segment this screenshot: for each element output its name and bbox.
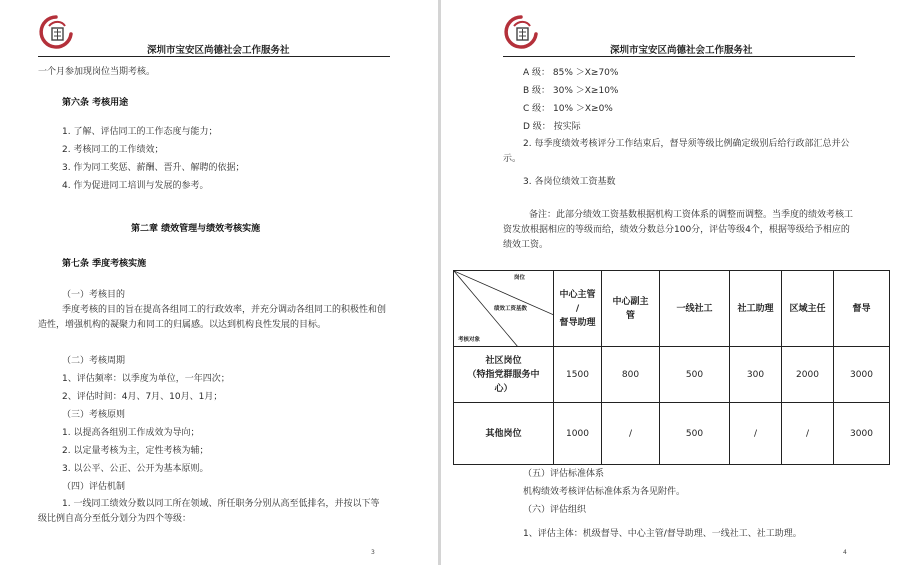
col-header-center-supervisor-line2: /: [575, 303, 580, 314]
period-heading: （二）考核周期: [62, 356, 126, 366]
purpose-text: 季度考核的目的旨在提高各组同工的行政效率，并充分调动各组同工的积极性和创造性，增强机构的凝聚力和同工的归属感。以达到机构良性发展的目标。: [38, 305, 387, 330]
document-page-right: [441, 0, 900, 565]
chapter2-title: 第二章 绩效管理与绩效考核实施: [131, 224, 261, 234]
col-header-deputy-supervisor: [602, 271, 660, 347]
table-cell: 300: [730, 347, 782, 403]
principle-item-3: 3. 以公平、公正、公开为基本原则。: [62, 464, 209, 474]
row-label-line2: （特指党群服务中: [467, 369, 540, 380]
document-page-left: [0, 0, 438, 565]
page-number-right: 4: [843, 549, 847, 556]
header-title: 深圳市宝安区尚德社会工作服务社: [610, 45, 753, 56]
section5-text: 机构绩效考核评估标准体系为各见附件。: [523, 487, 686, 497]
table-cell: 500: [660, 403, 730, 465]
page-number-left: 3: [371, 549, 375, 556]
article6-title: 第六条 考核用途: [62, 98, 129, 108]
header-rule: [503, 56, 855, 57]
grade-b: B 级： 30% ＞X≥10%: [523, 86, 619, 96]
organization-logo: [38, 14, 74, 50]
note-3: 3. 各岗位绩效工资基数: [523, 177, 616, 187]
col-header-deputy-supervisor-line2: 管: [625, 310, 635, 321]
header-title: 深圳市宝安区尚德社会工作服务社: [147, 45, 290, 56]
col-header-deputy-supervisor-line1: 中心副主: [612, 296, 649, 307]
header-rule: [38, 56, 390, 57]
principle-item-2: 2. 以定量考核为主，定性考核为辅；: [62, 446, 209, 456]
table-cell: 3000: [834, 403, 890, 465]
mechanism-text: 1. 一线同工绩效分数以同工所在领域、所任职务分别从高至低排名，并按以下等级比例自高分至低分划分为四个等级：: [38, 499, 380, 524]
use-item-2: 2. 考核同工的工作绩效；: [62, 145, 164, 155]
col-header-social-work-assistant: 社工助理: [730, 271, 782, 347]
principle-heading: （三）考核原则: [62, 410, 126, 420]
grade-d: D 级： 按实际: [523, 122, 581, 132]
table-cell: 800: [602, 347, 660, 403]
section5-heading: （五）评估标准体系: [523, 469, 605, 479]
row-label-other-post: 其他岗位: [454, 403, 554, 465]
principle-item-1: 1. 以提高各组别工作成效为导向；: [62, 428, 200, 438]
grade-c: C 级： 10% ＞X≥0%: [523, 104, 613, 114]
table-cell: 500: [660, 347, 730, 403]
table-cell: 1000: [554, 403, 602, 465]
col-header-frontline-social-worker: 一线社工: [660, 271, 730, 347]
table-row: [454, 347, 890, 403]
organization-logo: [503, 14, 539, 50]
article7-title: 第七条 季度考核实施: [62, 259, 147, 269]
table-corner-cell: [454, 271, 554, 347]
row-label-line3: 心）: [494, 383, 513, 394]
col-header-center-supervisor-line1: 中心主管: [559, 289, 596, 300]
mechanism-heading: （四）评估机制: [62, 482, 126, 492]
grade-a: A 级： 85% ＞X≥70%: [523, 68, 619, 78]
table-cell: 3000: [834, 347, 890, 403]
table-cell: /: [730, 403, 782, 465]
continuation-text: 一个月参加现岗位当期考核。: [38, 67, 156, 77]
col-header-regional-director: 区域主任: [782, 271, 834, 347]
table-cell: /: [782, 403, 834, 465]
remark-text: 备注：此部分绩效工资基数根据机构工资体系的调整而调整。当季度的绩效考核工资发放根据相应的等级而给，绩效分数总分100分，评估等级4个，根据等级给予相应的绩效工资。: [503, 210, 854, 250]
salary-base-table: [453, 270, 890, 465]
table-cell: /: [602, 403, 660, 465]
use-item-1: 1. 了解、评估同工的工作态度与能力；: [62, 127, 218, 137]
note-2: 2. 每季度绩效考核评分工作结束后，督导须等级比例确定级别后给行政部汇总并公示。: [503, 139, 850, 164]
table-cell: 2000: [782, 347, 834, 403]
col-header-center-supervisor-line3: 督导助理: [559, 317, 596, 328]
row-label-community-post: [454, 347, 554, 403]
corner-label-target: 考核对象: [458, 337, 481, 343]
col-header-supervisor: 督导: [834, 271, 890, 347]
use-item-3: 3. 作为同工奖惩、薪酬、晋升、解聘的依据；: [62, 163, 245, 173]
section6-text: 1、评估主体：机级督导、中心主管/督导助理、一线社工、社工助理。: [523, 529, 802, 539]
period-item-2: 2、评估时间：4月、7月、10月、1月；: [62, 392, 223, 402]
table-cell: 1500: [554, 347, 602, 403]
corner-label-position: 岗位: [514, 275, 526, 281]
use-item-4: 4. 作为促进同工培训与发展的参考。: [62, 181, 209, 191]
table-row: [454, 403, 890, 465]
row-label-line1: 社区岗位: [485, 355, 522, 366]
period-item-1: 1、评估频率：以季度为单位，一年四次；: [62, 374, 230, 384]
col-header-center-supervisor: [554, 271, 602, 347]
purpose-heading: （一）考核目的: [62, 290, 126, 300]
section6-heading: （六）评估组织: [523, 505, 587, 515]
corner-label-salary: 绩效工资基数: [494, 306, 528, 312]
